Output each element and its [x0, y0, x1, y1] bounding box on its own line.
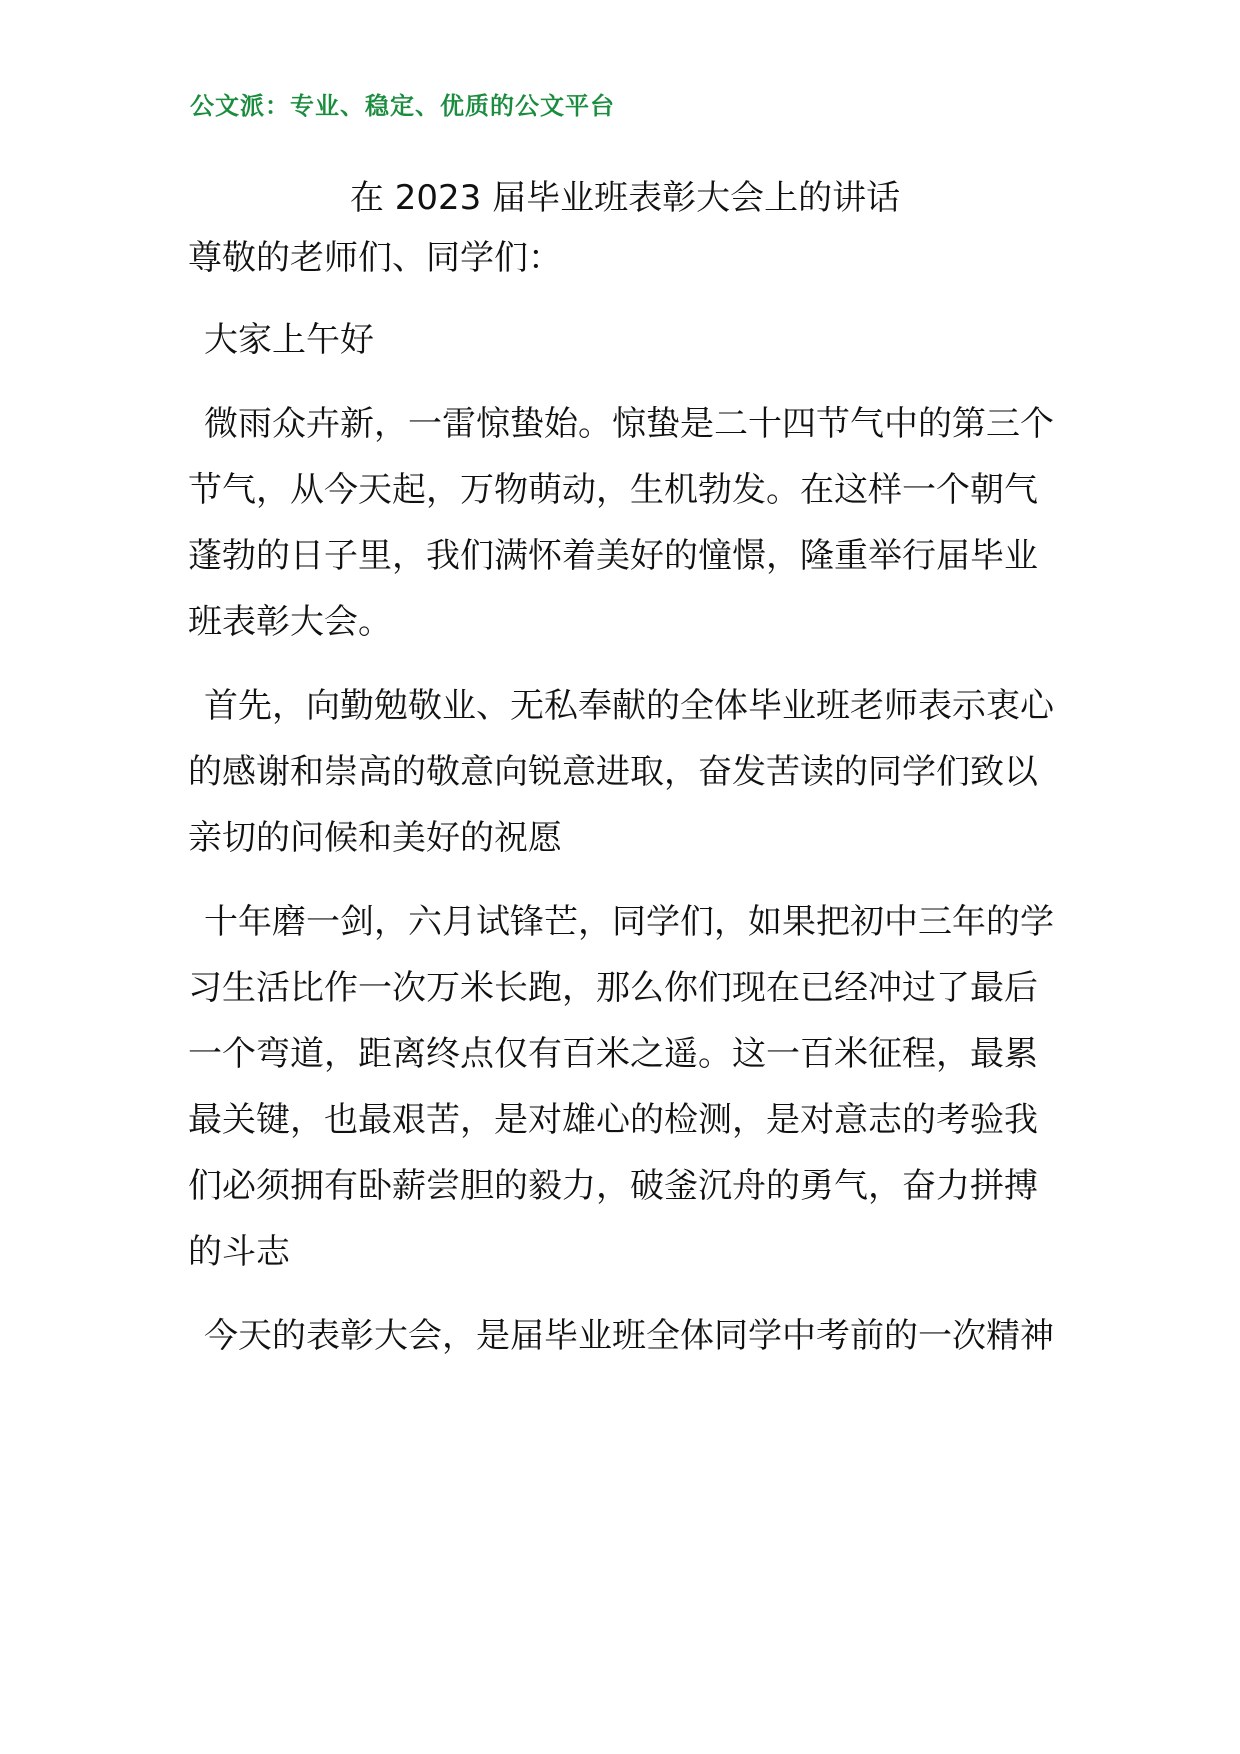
- paragraph-line: 首先，向勤勉敬业、无私奉献的全体毕业班老师表示衷心: [204, 686, 1054, 726]
- paragraph-line: 习生活比作一次万米长跑，那么你们现在已经冲过了最后: [188, 968, 1038, 1008]
- greeting: 大家上午好: [204, 320, 374, 360]
- paragraph-line: 今天的表彰大会，是届毕业班全体同学中考前的一次精神: [204, 1316, 1054, 1356]
- paragraph-line: 节气，从今天起，万物萌动，生机勃发。在这样一个朝气: [188, 470, 1038, 510]
- paragraph-line: 的斗志: [188, 1232, 290, 1272]
- document-title: 在 2023 届毕业班表彰大会上的讲话: [349, 178, 901, 218]
- paragraph-line: 最关键，也最艰苦，是对雄心的检测，是对意志的考验我: [188, 1100, 1038, 1140]
- paragraph-line: 的感谢和崇高的敬意向锐意进取，奋发苦读的同学们致以: [188, 752, 1038, 792]
- paragraph-line: 十年磨一剑，六月试锋芒，同学们，如果把初中三年的学: [204, 902, 1054, 942]
- paragraph-line: 蓬勃的日子里，我们满怀着美好的憧憬，隆重举行届毕业: [188, 536, 1038, 576]
- salutation: 尊敬的老师们、同学们：: [188, 238, 562, 278]
- paragraph-line: 微雨众卉新，一雷惊蛰始。惊蛰是二十四节气中的第三个: [204, 404, 1054, 444]
- paragraph-line: 们必须拥有卧薪尝胆的毅力，破釜沉舟的勇气，奋力拼搏: [188, 1166, 1038, 1206]
- paragraph-line: 亲切的问候和美好的祝愿: [188, 818, 562, 858]
- paragraph-line: 一个弯道，距离终点仅有百米之遥。这一百米征程，最累: [188, 1034, 1038, 1074]
- brand-header: 公文派：专业、稳定、优质的公文平台: [190, 91, 615, 120]
- paragraph-line: 班表彰大会。: [188, 602, 392, 642]
